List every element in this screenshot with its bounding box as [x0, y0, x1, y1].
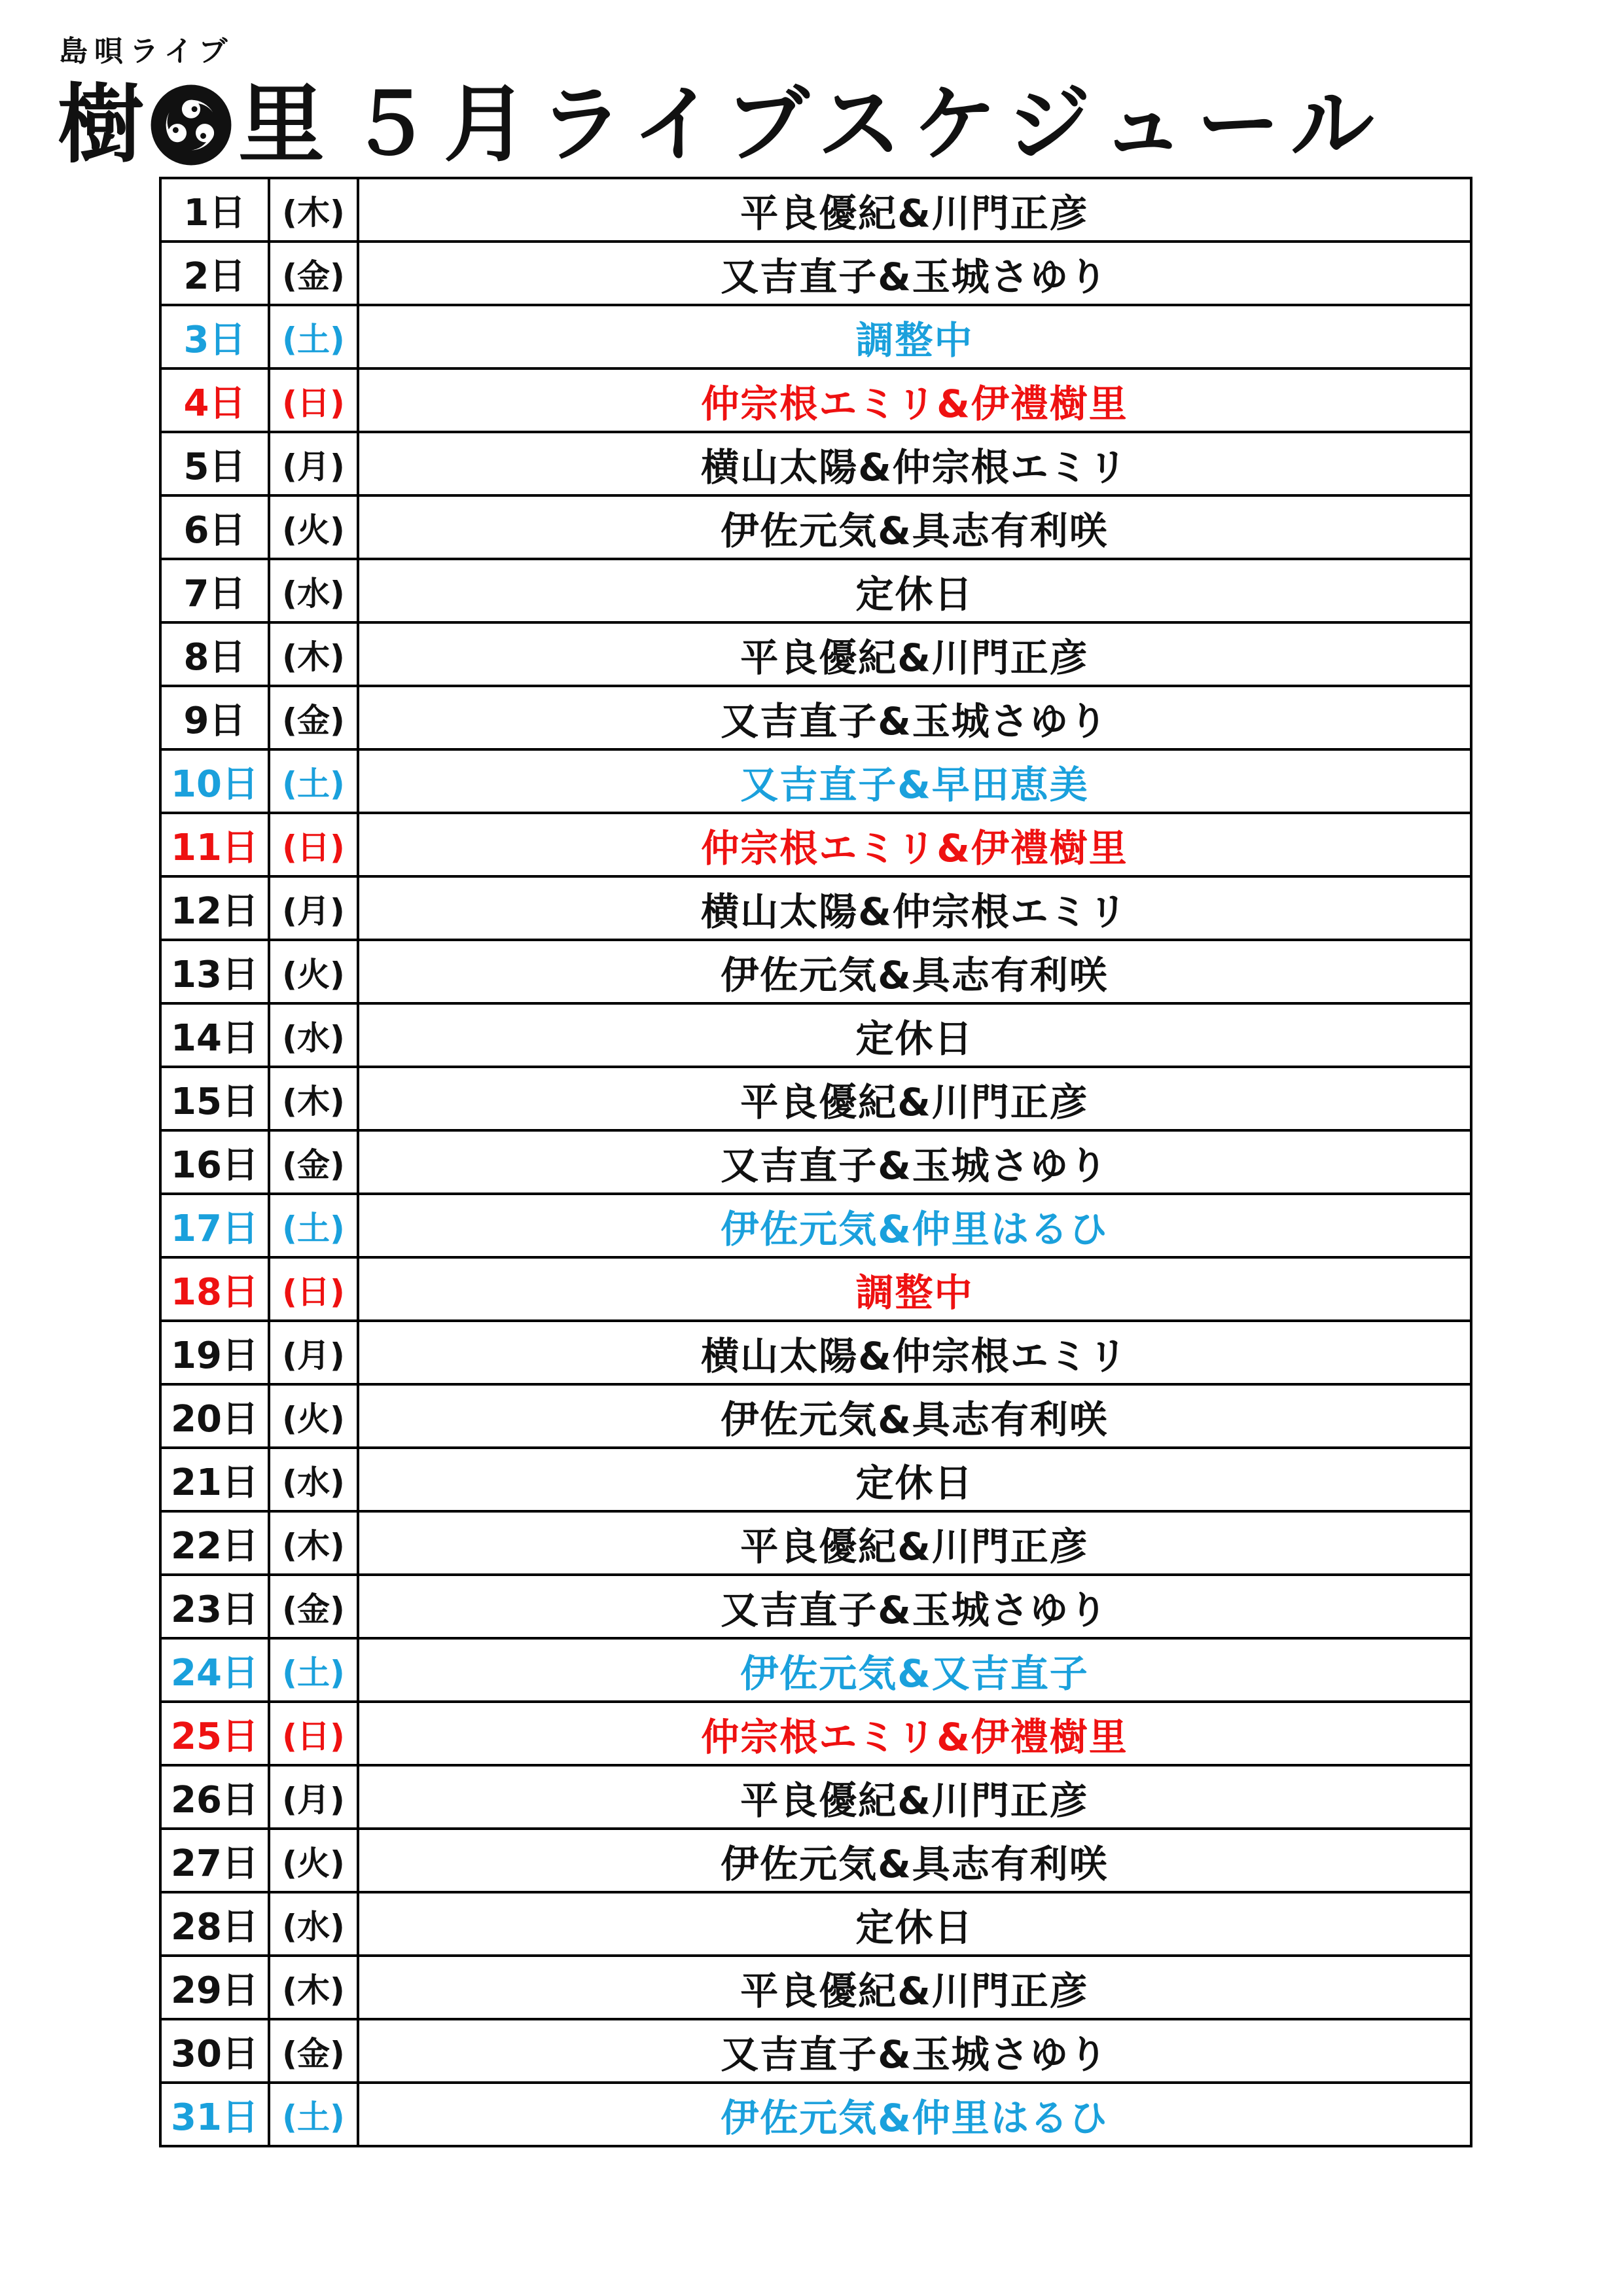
schedule-row: [160, 1321, 1471, 1384]
day-cell: 6日: [160, 495, 269, 559]
day-cell: 7日: [160, 559, 269, 622]
day-cell: 1日: [160, 178, 269, 242]
title-row: [58, 76, 1386, 174]
schedule-row: [160, 1194, 1471, 1257]
schedule-row: [160, 1702, 1471, 1765]
weekday-cell: (日): [269, 1702, 358, 1765]
performers-cell: 定休日: [358, 1003, 1471, 1067]
day-cell: 9日: [160, 686, 269, 749]
schedule-row: [160, 559, 1471, 622]
day-cell: 18日: [160, 1257, 269, 1321]
day-cell: 20日: [160, 1384, 269, 1448]
schedule-row: [160, 1511, 1471, 1575]
weekday-cell: (土): [269, 305, 358, 368]
weekday-cell: (火): [269, 940, 358, 1003]
performers-cell: 又吉直子&玉城さゆり: [358, 242, 1471, 305]
schedule-row: [160, 2083, 1471, 2146]
schedule-row: [160, 1067, 1471, 1130]
schedule-row: [160, 1638, 1471, 1702]
weekday-cell: (木): [269, 622, 358, 686]
weekday-cell: (木): [269, 178, 358, 242]
day-cell: 8日: [160, 622, 269, 686]
day-cell: 14日: [160, 1003, 269, 1067]
schedule-row: [160, 622, 1471, 686]
weekday-cell: (木): [269, 1956, 358, 2019]
performers-cell: 伊佐元気&仲里はるひ: [358, 2083, 1471, 2146]
day-cell: 21日: [160, 1448, 269, 1511]
weekday-cell: (火): [269, 495, 358, 559]
performers-cell: 定休日: [358, 559, 1471, 622]
weekday-cell: (月): [269, 1321, 358, 1384]
weekday-cell: (金): [269, 1130, 358, 1194]
performers-cell: 伊佐元気&又吉直子: [358, 1638, 1471, 1702]
weekday-cell: (金): [269, 242, 358, 305]
weekday-cell: (水): [269, 1892, 358, 1956]
weekday-cell: (土): [269, 1194, 358, 1257]
schedule-row: [160, 940, 1471, 1003]
weekday-cell: (土): [269, 1638, 358, 1702]
schedule-row: [160, 178, 1471, 242]
performers-cell: 調整中: [358, 305, 1471, 368]
schedule-row: [160, 1829, 1471, 1892]
performers-cell: 伊佐元気&具志有利咲: [358, 1829, 1471, 1892]
weekday-cell: (水): [269, 1003, 358, 1067]
day-cell: 25日: [160, 1702, 269, 1765]
performers-cell: 定休日: [358, 1892, 1471, 1956]
schedule-row: [160, 1765, 1471, 1829]
day-cell: 15日: [160, 1067, 269, 1130]
schedule-table: [159, 177, 1472, 2147]
schedule-row: [160, 242, 1471, 305]
performers-cell: 仲宗根エミリ&伊禮樹里: [358, 1702, 1471, 1765]
weekday-cell: (月): [269, 1765, 358, 1829]
weekday-cell: (月): [269, 432, 358, 495]
schedule-row: [160, 495, 1471, 559]
schedule-row: [160, 876, 1471, 940]
schedule-row: [160, 432, 1471, 495]
schedule-row: [160, 1384, 1471, 1448]
performers-cell: 又吉直子&玉城さゆり: [358, 686, 1471, 749]
performers-cell: 平良優紀&川門正彦: [358, 622, 1471, 686]
performers-cell: 伊佐元気&具志有利咲: [358, 495, 1471, 559]
day-cell: 3日: [160, 305, 269, 368]
performers-cell: 又吉直子&玉城さゆり: [358, 2019, 1471, 2083]
weekday-cell: (金): [269, 686, 358, 749]
schedule-row: [160, 368, 1471, 432]
weekday-cell: (金): [269, 2019, 358, 2083]
weekday-cell: (金): [269, 1575, 358, 1638]
day-cell: 2日: [160, 242, 269, 305]
performers-cell: 仲宗根エミリ&伊禮樹里: [358, 813, 1471, 876]
performers-cell: 仲宗根エミリ&伊禮樹里: [358, 368, 1471, 432]
weekday-cell: (土): [269, 749, 358, 813]
performers-cell: 平良優紀&川門正彦: [358, 1956, 1471, 2019]
schedule-row: [160, 1003, 1471, 1067]
weekday-cell: (土): [269, 2083, 358, 2146]
day-cell: 4日: [160, 368, 269, 432]
day-cell: 12日: [160, 876, 269, 940]
weekday-cell: (木): [269, 1067, 358, 1130]
performers-cell: 又吉直子&玉城さゆり: [358, 1130, 1471, 1194]
day-cell: 22日: [160, 1511, 269, 1575]
schedule-row: [160, 813, 1471, 876]
page-title: ５月ライブスケジュール: [348, 76, 1386, 173]
schedule-row: [160, 1956, 1471, 2019]
schedule-row: [160, 1130, 1471, 1194]
mitsudomoe-icon: [149, 83, 233, 167]
day-cell: 16日: [160, 1130, 269, 1194]
performers-cell: 平良優紀&川門正彦: [358, 1067, 1471, 1130]
day-cell: 26日: [160, 1765, 269, 1829]
performers-cell: 又吉直子&早田恵美: [358, 749, 1471, 813]
weekday-cell: (火): [269, 1829, 358, 1892]
schedule-row: [160, 1575, 1471, 1638]
day-cell: 11日: [160, 813, 269, 876]
schedule-row: [160, 749, 1471, 813]
brand-right: 里: [238, 74, 325, 175]
schedule-row: [160, 1257, 1471, 1321]
performers-cell: 横山太陽&仲宗根エミリ: [358, 1321, 1471, 1384]
day-cell: 27日: [160, 1829, 269, 1892]
schedule-body: [160, 178, 1471, 2146]
brand-left: 樹: [58, 74, 144, 175]
weekday-cell: (日): [269, 813, 358, 876]
day-cell: 5日: [160, 432, 269, 495]
weekday-cell: (水): [269, 1448, 358, 1511]
performers-cell: 平良優紀&川門正彦: [358, 178, 1471, 242]
schedule-row: [160, 1448, 1471, 1511]
subtitle: 島唄ライブ: [59, 35, 234, 68]
page-header: [58, 25, 1563, 175]
performers-cell: 平良優紀&川門正彦: [358, 1511, 1471, 1575]
weekday-cell: (日): [269, 1257, 358, 1321]
day-cell: 10日: [160, 749, 269, 813]
day-cell: 24日: [160, 1638, 269, 1702]
day-cell: 19日: [160, 1321, 269, 1384]
performers-cell: 又吉直子&玉城さゆり: [358, 1575, 1471, 1638]
weekday-cell: (日): [269, 368, 358, 432]
performers-cell: 横山太陽&仲宗根エミリ: [358, 432, 1471, 495]
day-cell: 30日: [160, 2019, 269, 2083]
day-cell: 29日: [160, 1956, 269, 2019]
day-cell: 17日: [160, 1194, 269, 1257]
schedule-row: [160, 1892, 1471, 1956]
weekday-cell: (月): [269, 876, 358, 940]
weekday-cell: (火): [269, 1384, 358, 1448]
performers-cell: 伊佐元気&具志有利咲: [358, 1384, 1471, 1448]
performers-cell: 定休日: [358, 1448, 1471, 1511]
day-cell: 28日: [160, 1892, 269, 1956]
weekday-cell: (水): [269, 559, 358, 622]
day-cell: 13日: [160, 940, 269, 1003]
performers-cell: 調整中: [358, 1257, 1471, 1321]
performers-cell: 伊佐元気&具志有利咲: [358, 940, 1471, 1003]
performers-cell: 伊佐元気&仲里はるひ: [358, 1194, 1471, 1257]
schedule-row: [160, 686, 1471, 749]
performers-cell: 横山太陽&仲宗根エミリ: [358, 876, 1471, 940]
weekday-cell: (木): [269, 1511, 358, 1575]
day-cell: 23日: [160, 1575, 269, 1638]
day-cell: 31日: [160, 2083, 269, 2146]
schedule-row: [160, 305, 1471, 368]
schedule-row: [160, 2019, 1471, 2083]
performers-cell: 平良優紀&川門正彦: [358, 1765, 1471, 1829]
